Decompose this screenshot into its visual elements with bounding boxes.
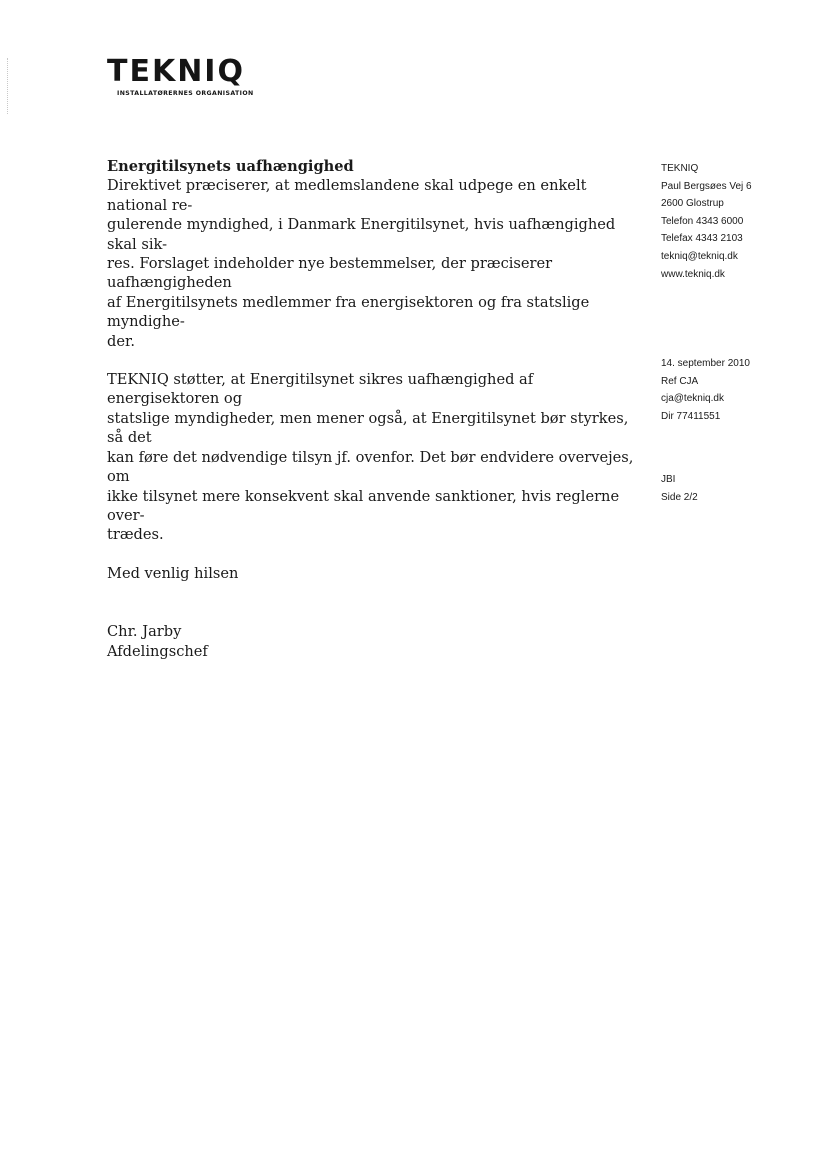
sender-street: Paul Bergsøes Vej 6	[661, 180, 752, 192]
section-heading: Energitilsynets uafhængighed	[107, 158, 354, 175]
tekniq-logo	[107, 55, 287, 97]
paragraph-1: Direktivet præciserer, at medlemslandene skal udpege en enkelt national re- gulerende myndighed, i Danmark Energitilsynet, hvis uafhængighed skal sik- res. Forslaget indeholder nye bestemmelser, der præciserer uafhængigheden af Energitilsynets medlemmer fra energisektoren og fra statslige myndighe- der.	[107, 177, 616, 350]
reference-block	[661, 355, 821, 425]
logo-tagline: INSTALLATØRERNES ORGANISATION	[117, 90, 254, 97]
reference-code: Ref CJA	[661, 375, 699, 387]
page-info-block	[661, 471, 821, 506]
page-edge-mark	[7, 58, 9, 114]
sender-city: 2600 Glostrup	[661, 198, 724, 210]
sender-org: TEKNIQ	[661, 163, 699, 174]
letter-date: 14. september 2010	[661, 358, 750, 369]
letter-body	[107, 157, 637, 661]
sender-website: www.tekniq.dk	[661, 268, 725, 280]
typist-initials: JBI	[661, 474, 676, 485]
sender-email: tekniq@tekniq.dk	[661, 250, 738, 262]
reference-email: cja@tekniq.dk	[661, 393, 724, 405]
sender-phone: Telefon 4343 6000	[661, 215, 744, 227]
closing-salutation: Med venlig hilsen	[107, 564, 239, 582]
logo-wordmark: TEKNIQ	[107, 54, 245, 89]
direct-phone: Dir 77411551	[661, 410, 721, 422]
signer-name: Chr. Jarby	[107, 623, 182, 641]
signer-title: Afdelingschef	[107, 642, 208, 660]
page-number: Side 2/2	[661, 491, 698, 503]
sender-fax: Telefax 4343 2103	[661, 233, 743, 245]
sender-address-block	[661, 160, 821, 283]
paragraph-2: TEKNIQ støtter, at Energitilsynet sikres uafhængighed af energisektoren og statslige myndigheder, men mener også, at Energitilsynet bør styrkes, så det kan føre det nødvendige tilsyn jf. ovenfor. Det bør endvidere overvejes, om ikke tilsynet mere konsekvent skal anvende sanktioner, hvis reglerne over- trædes.	[107, 371, 634, 544]
